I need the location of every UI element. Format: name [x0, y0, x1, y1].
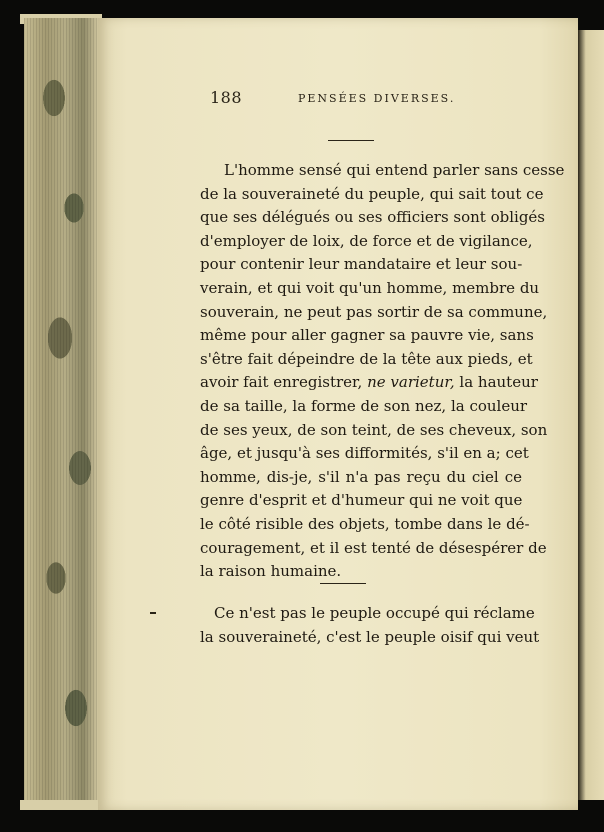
- text-line: le côté risible des objets, tombe dans le dé-: [200, 514, 530, 533]
- running-title: PENSÉES DIVERSES.: [298, 92, 456, 105]
- text-line: même pour aller gagner sa pauvre vie, sans: [200, 326, 534, 345]
- book-edge-bottom: [20, 800, 102, 810]
- text-line: de ses yeux, de son teint, de ses cheveux, son: [200, 420, 548, 439]
- text-line: L'homme sensé qui entend parler sans cesse: [224, 161, 565, 179]
- text-fragment: la hauteur: [454, 373, 538, 392]
- section-rule: [320, 583, 366, 584]
- text-line: pour contenir leur mandataire et leur sou-: [200, 255, 523, 274]
- header-rule: [328, 140, 374, 141]
- text-line: d'employer de loix, de force et de vigilance,: [200, 231, 533, 250]
- text-line: la raison humaine.: [200, 562, 342, 581]
- text-line: que ses délégués ou ses officiers sont obligés: [200, 208, 545, 227]
- text-line: couragement, et il est tenté de désespérer de: [200, 538, 547, 557]
- page-header: [210, 88, 510, 108]
- facing-page-edge: [578, 30, 604, 800]
- text-line: âge, et jusqu'à ses difformités, s'il en a; cet: [200, 444, 529, 463]
- marbled-fore-edge: [24, 18, 100, 808]
- page-number: 188: [210, 88, 243, 107]
- text-line: genre d'esprit et d'humeur qui ne voit que: [200, 491, 523, 510]
- text-line: Ce n'est pas le peuple occupé qui réclame: [214, 604, 535, 622]
- text-line: de sa taille, la forme de son nez, la couleur: [200, 396, 528, 415]
- text-line: de la souveraineté du peuple, qui sait tout ce: [200, 184, 544, 203]
- paragraph-1: [200, 159, 565, 584]
- text-line: homme, dis-je, s'il n'a pas reçu du ciel ce: [200, 467, 522, 486]
- text-fragment: avoir fait enregistrer,: [200, 373, 368, 392]
- paragraph-2: [200, 602, 540, 649]
- text-line: souverain, ne peut pas sortir de sa commune,: [200, 302, 548, 321]
- text-line: s'être fait dépeindre de la tête aux pieds, et: [200, 349, 533, 368]
- text-line: la souveraineté, c'est le peuple oisif qui veut: [200, 627, 540, 646]
- italic-phrase: ne varietur,: [367, 373, 455, 392]
- margin-mark: [150, 612, 156, 614]
- text-line: verain, et qui voit qu'un homme, membre du: [200, 278, 540, 297]
- text-line: [200, 371, 538, 395]
